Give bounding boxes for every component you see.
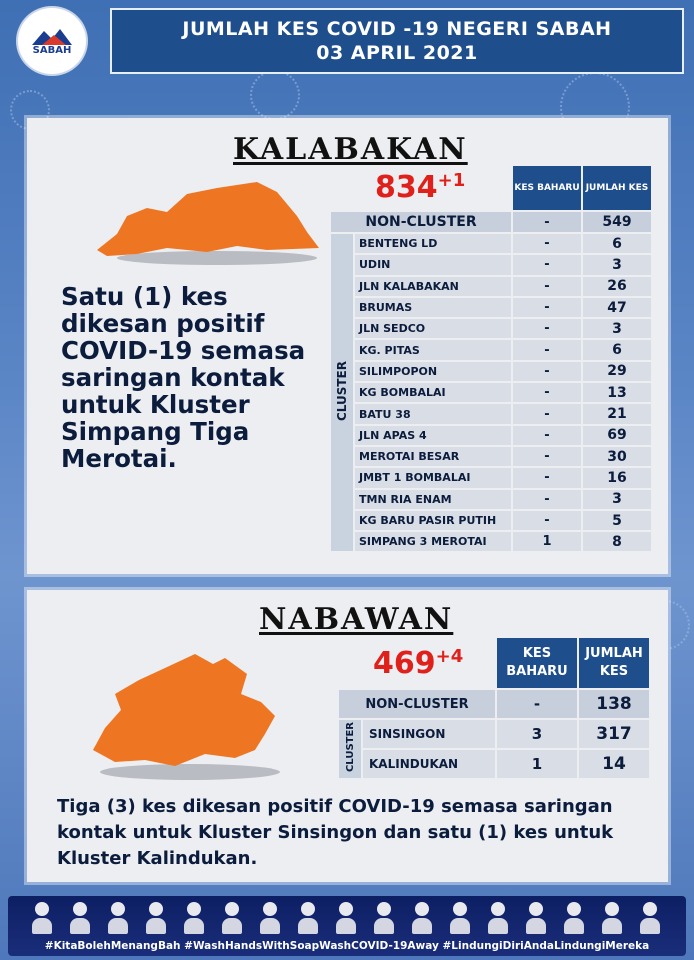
nabawan-panel: [27, 590, 668, 882]
table-header-row: [331, 166, 651, 210]
non-cluster-row: [339, 690, 649, 718]
footer-banner: [8, 896, 686, 956]
cluster-name: JMBT 1 BOMBALAI: [355, 468, 511, 487]
person-icon: [564, 902, 584, 934]
cluster-new: -: [513, 426, 581, 445]
cluster-name: KALINDUKAN: [363, 750, 495, 778]
table-row: [331, 298, 651, 317]
non-cluster-label: NON-CLUSTER: [331, 212, 511, 232]
table-row: [331, 490, 651, 509]
page-date: 03 APRIL 2021: [316, 42, 478, 64]
cluster-name: JLN KALABAKAN: [355, 277, 511, 296]
table-row: [331, 277, 651, 296]
cluster-new: -: [513, 319, 581, 338]
table-row: [331, 404, 651, 423]
cluster-new: -: [513, 490, 581, 509]
cluster-new: -: [513, 362, 581, 381]
person-icon: [146, 902, 166, 934]
cluster-total: 16: [583, 468, 651, 487]
cluster-new: -: [513, 255, 581, 274]
cluster-total: 3: [583, 319, 651, 338]
new-cases-value: +1: [437, 170, 466, 191]
table-row: [331, 511, 651, 530]
col-jumlah-kes: JUMLAH KES: [579, 638, 649, 688]
cluster-total: 69: [583, 426, 651, 445]
cluster-total: 30: [583, 447, 651, 466]
person-icon: [108, 902, 128, 934]
district-name: NABAWAN: [259, 602, 454, 637]
kalabakan-description: Satu (1) kes dikesan positif COVID-19 semasa saringan kontak untuk Kluster Simpang Tiga Merotai.: [61, 282, 306, 473]
cluster-new: -: [513, 340, 581, 359]
cluster-name: JLN SEDCO: [355, 319, 511, 338]
district-name: KALABAKAN: [233, 132, 468, 167]
page-title: JUMLAH KES COVID -19 NEGERI SABAH: [182, 18, 612, 40]
cluster-name: BENTENG LD: [355, 234, 511, 253]
table-row: [331, 383, 651, 402]
cluster-name: SINSINGON: [363, 720, 495, 748]
cluster-name: TMN RIA ENAM: [355, 490, 511, 509]
cluster-new: -: [513, 511, 581, 530]
cluster-name: SIMPANG 3 MEROTAI: [355, 532, 511, 551]
sabah-logo: [16, 6, 88, 76]
col-kes-baharu: KES BAHARU: [497, 638, 577, 688]
cluster-total: 3: [583, 490, 651, 509]
cluster-name: UDIN: [355, 255, 511, 274]
cluster-total: 13: [583, 383, 651, 402]
cluster-new: 3: [497, 720, 577, 748]
cluster-name: KG BARU PASIR PUTIH: [355, 511, 511, 530]
person-icon: [640, 902, 660, 934]
person-icon: [32, 902, 52, 934]
cluster-new: -: [513, 404, 581, 423]
person-icon: [70, 902, 90, 934]
person-icon: [336, 902, 356, 934]
non-cluster-label: NON-CLUSTER: [339, 690, 495, 718]
total-value: 469: [373, 646, 436, 681]
table-row: [331, 319, 651, 338]
table-row: [331, 340, 651, 359]
table-row: [331, 447, 651, 466]
table-header-row: [339, 638, 649, 688]
cluster-new: -: [513, 298, 581, 317]
person-icon: [526, 902, 546, 934]
table-row: [331, 362, 651, 381]
table-row: [331, 468, 651, 487]
cluster-name: SILIMPOPON: [355, 362, 511, 381]
cluster-new: 1: [497, 750, 577, 778]
nabawan-description: Tiga (3) kes dikesan positif COVID-19 semasa saringan kontak untuk Kluster Sinsingon dan satu (1) kes untuk Kluster Kalindukan.: [57, 796, 614, 869]
table-row: [331, 255, 651, 274]
col-kes-baharu: KES BAHARU: [513, 166, 581, 210]
table-row: [339, 720, 649, 748]
nabawan-map: [85, 650, 285, 780]
person-icon: [184, 902, 204, 934]
table-row: [331, 532, 651, 551]
cluster-label: CLUSTER: [344, 721, 356, 773]
cluster-total: 6: [583, 234, 651, 253]
cluster-name: BRUMAS: [355, 298, 511, 317]
kalabakan-panel: [27, 118, 668, 574]
cluster-total: 6: [583, 340, 651, 359]
cluster-label: CLUSTER: [335, 360, 349, 421]
cluster-total: 47: [583, 298, 651, 317]
non-cluster-total: 549: [583, 212, 651, 232]
cluster-new: -: [513, 383, 581, 402]
person-icon: [488, 902, 508, 934]
non-cluster-total: 138: [579, 690, 649, 718]
cluster-name: BATU 38: [355, 404, 511, 423]
total-value: 834: [375, 170, 438, 205]
virus-decoration: [250, 70, 300, 120]
person-icon: [412, 902, 432, 934]
cluster-total: 317: [579, 720, 649, 748]
non-cluster-new: -: [497, 690, 577, 718]
cluster-total: 5: [583, 511, 651, 530]
mountain-icon: [32, 27, 72, 45]
cluster-total: 21: [583, 404, 651, 423]
table-row: [331, 234, 651, 253]
person-icon: [222, 902, 242, 934]
cluster-total: 3: [583, 255, 651, 274]
nabawan-cases-table: [337, 636, 651, 780]
cluster-total: 8: [583, 532, 651, 551]
cluster-new: -: [513, 234, 581, 253]
non-cluster-new: -: [513, 212, 581, 232]
person-icon: [450, 902, 470, 934]
person-icon: [260, 902, 280, 934]
kalabakan-map: [87, 176, 327, 266]
table-row: [331, 426, 651, 445]
cluster-total: 29: [583, 362, 651, 381]
cluster-name: JLN APAS 4: [355, 426, 511, 445]
cluster-new: -: [513, 277, 581, 296]
cluster-total: 14: [579, 750, 649, 778]
person-icon: [298, 902, 318, 934]
table-row: [339, 750, 649, 778]
cluster-name: KG. PITAS: [355, 340, 511, 359]
cluster-name: MEROTAI BESAR: [355, 447, 511, 466]
cluster-new: -: [513, 447, 581, 466]
non-cluster-row: [331, 212, 651, 232]
person-icon: [602, 902, 622, 934]
new-cases-value: +4: [435, 646, 464, 667]
cluster-new: 1: [513, 532, 581, 551]
cluster-name: KG BOMBALAI: [355, 383, 511, 402]
kalabakan-cases-table: [329, 164, 653, 553]
title-banner: [110, 8, 684, 74]
logo-caption: SABAH: [32, 44, 72, 56]
cluster-label-cell: [331, 234, 353, 551]
person-icon: [374, 902, 394, 934]
cluster-label-cell: [339, 720, 361, 778]
footer-hashtags: #KitaBolehMenangBah #WashHandsWithSoapWashCOVID-19Away #LindungiDiriAndaLindungiMereka: [44, 940, 650, 952]
col-jumlah-kes: JUMLAH KES: [583, 166, 651, 210]
cluster-new: -: [513, 468, 581, 487]
cluster-total: 26: [583, 277, 651, 296]
